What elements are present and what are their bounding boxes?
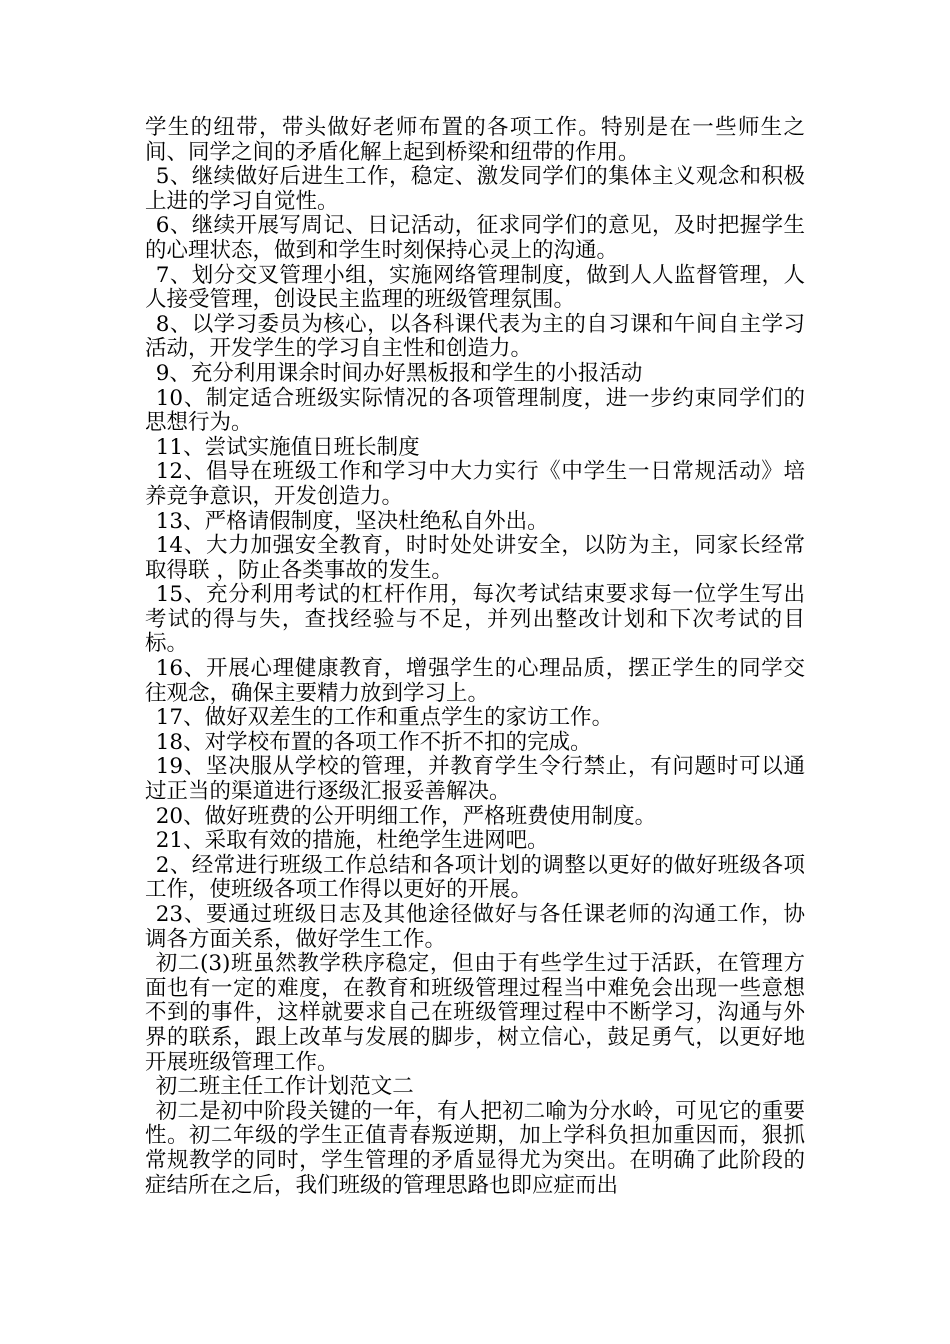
paragraph-3: 6、继续开展写周记、日记活动，征求同学们的意见，及时把握学生的心理状态，做到和学生时刻保持心灵上的沟通。 — [145, 213, 805, 263]
paragraph-14: 17、做好双差生的工作和重点学生的家访工作。 — [155, 705, 614, 731]
paragraph-18: 21、采取有效的措施，杜绝学生进网吧。 — [155, 828, 549, 854]
paragraph-20: 23、要通过班级日志及其他途径做好与各任课老师的沟通工作，协调各方面关系，做好学生工作。 — [145, 902, 805, 952]
paragraph-17: 20、做好班费的公开明细工作，严格班费使用制度。 — [155, 803, 657, 829]
paragraph-15: 18、对学校布置的各项工作不折不扣的完成。 — [155, 729, 592, 755]
paragraph-9: 12、倡导在班级工作和学习中大力实行《中学生一日常规活动》培养竞争意识，开发创造力。 — [145, 459, 805, 509]
paragraph-11: 14、大力加强安全教育，时时处处讲安全，以防为主，同家长经常取得联 ，防止各类事故的发生。 — [145, 533, 805, 583]
paragraph-4: 7、划分交叉管理小组，实施网络管理制度，做到人人监督管理，人人接受管理，创设民主监理的班级管理氛围。 — [145, 262, 805, 313]
section-heading: 初二班主任工作计划范文二 — [155, 1074, 414, 1100]
paragraph-2: 5、继续做好后进生工作，稳定、激发同学们的集体主义观念和积极上进的学习自觉性。 — [145, 164, 805, 214]
paragraph-1: 学生的纽带，带头做好老师布置的各项工作。特别是在一些师生之间、同学之间的矛盾化解上起到桥梁和纽带的作用。 — [145, 115, 805, 165]
paragraph-8: 11、尝试实施值日班长制度 — [155, 434, 420, 460]
document-page — [145, 116, 805, 1198]
paragraph-22: 初二是初中阶段关键的一年，有人把初二喻为分水岭，可见它的重要性。初二年级的学生正值青春叛逆期，加上学科负担加重因而，狠抓常规教学的同时，学生管理的矛盾显得尤为突出。在明确了此阶段的症结所在之后，我们班级的管理思路也即应症而出 — [145, 1098, 805, 1198]
paragraph-7: 10、制定适合班级实际情况的各项管理制度，进一步约束同学们的思想行为。 — [145, 385, 805, 436]
paragraph-5: 8、以学习委员为核心，以各科课代表为主的自习课和午间自主学习活动，开发学生的学习自主性和创造力。 — [145, 311, 805, 362]
paragraph-19: 2、经常进行班级工作总结和各项计划的调整以更好的做好班级各项工作，使班级各项工作得以更好的开展。 — [145, 852, 805, 903]
paragraph-12: 15、充分利用考试的杠杆作用，每次考试结束要求每一位学生写出考试的得与失，查找经验与不足，并列出整改计划和下次考试的目标。 — [145, 582, 805, 657]
paragraph-13: 16、开展心理健康教育，增强学生的心理品质，摆正学生的同学交往观念，确保主要精力放到学习上。 — [145, 656, 805, 706]
paragraph-16: 19、坚决服从学校的管理，并教育学生令行禁止，有问题时可以通过正当的渠道进行逐级汇报妥善解决。 — [145, 754, 805, 805]
paragraph-10: 13、严格请假制度，坚决杜绝私自外出。 — [155, 508, 549, 534]
paragraph-21: 初二(3)班虽然教学秩序稳定，但由于有些学生过于活跃，在管理方面也有一定的难度，在教育和班级管理过程当中难免会出现一些意想不到的事件，这样就要求自己在班级管理过程中不断学习，沟通与外界的联系，跟上改革与发展的脚步，树立信心，鼓足勇气，以更好地开展班级管理工作。 — [145, 951, 805, 1075]
paragraph-6: 9、充分利用课余时间办好黑板报和学生的小报活动 — [155, 360, 643, 386]
